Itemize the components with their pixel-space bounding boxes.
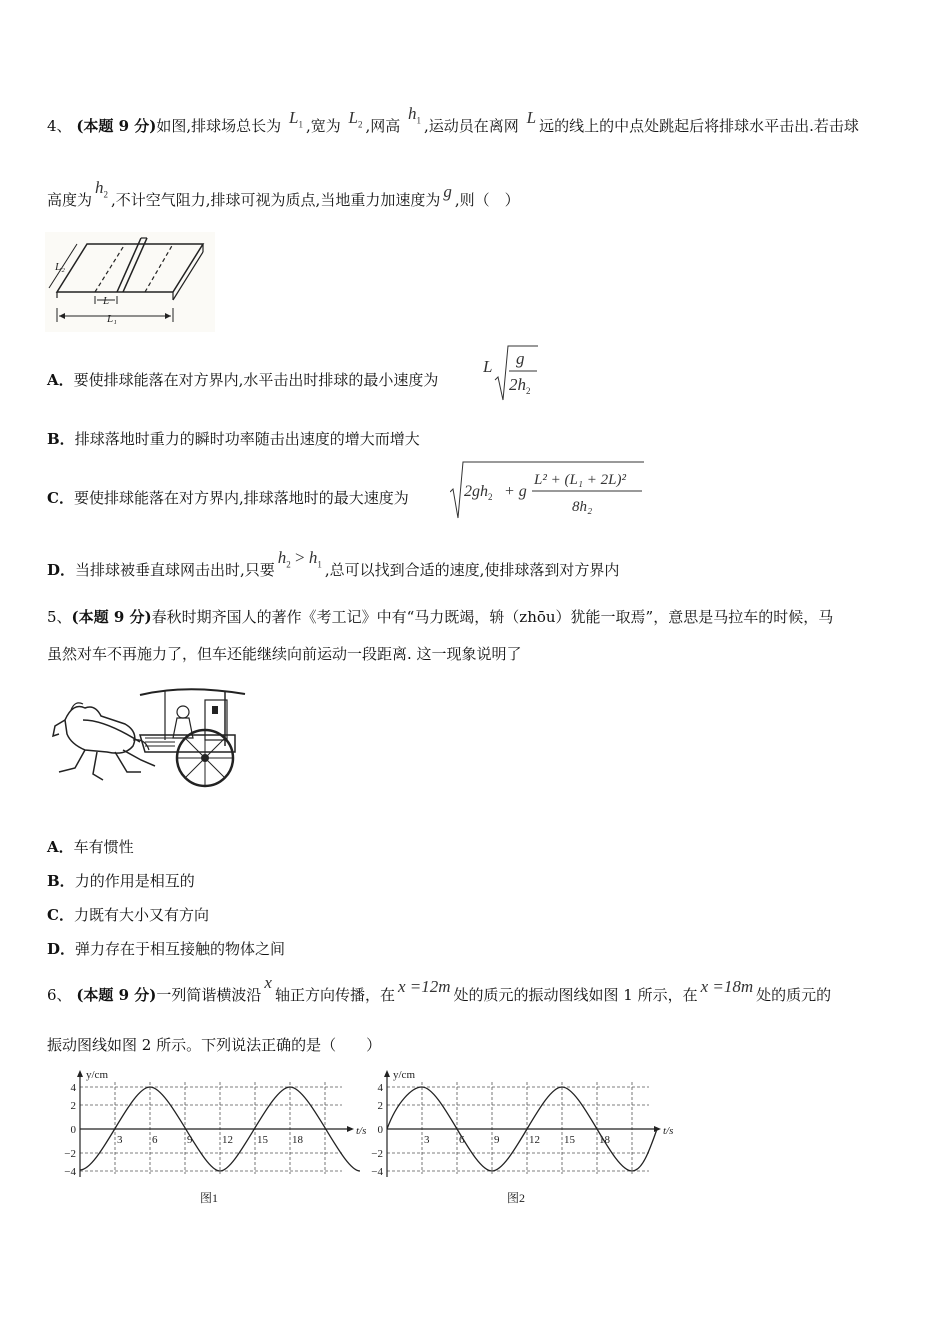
graph-2-xtick: 6 — [459, 1134, 465, 1146]
graph-1-xlabel: t/s — [356, 1125, 367, 1137]
graph-1-ylabel: y/cm — [86, 1069, 108, 1081]
option-d-text: 当排球被垂直球网击出时,只要 — [75, 561, 275, 579]
formula-c-plus-g: + g — [504, 483, 527, 500]
graph-2-xtick: 12 — [529, 1134, 540, 1146]
q6-text-4: 处的质元的 — [756, 986, 832, 1004]
q4-text-5: 远的线上的中点处跳起后将排球水平击出.若击球 — [539, 117, 859, 135]
var-L2: $L_2$ — [348, 108, 363, 130]
graph-1-xtick: 6 — [152, 1134, 158, 1146]
graph-1-ytick: −2 — [64, 1148, 76, 1160]
option-d-label: D． — [47, 561, 76, 579]
graph-1-ytick: 2 — [70, 1100, 76, 1112]
graph-2-xtick: 18 — [599, 1134, 610, 1146]
q4-score: (本题 9 分) — [76, 117, 157, 135]
q4-number: 4、 — [47, 117, 72, 135]
q5-line-1 — [47, 607, 833, 627]
q5-option-a: A．车有惯性 — [47, 838, 134, 856]
graph-2-caption: 图2 — [507, 1191, 526, 1205]
q5-line-2 — [47, 644, 522, 664]
q6-text-2: 轴正方向传播，在 — [274, 986, 395, 1004]
var-h2: $h_2$ — [95, 178, 109, 200]
option-c-text: 要使排球能落在对方界内,排球落地时的最大速度为 — [73, 489, 409, 507]
q4-text-7: ,不计空气阻力,排球可视为质点,当地重力加速度为 — [111, 191, 441, 209]
option-b-text: 排球落地时重力的瞬时功率随击出速度的增大而增大 — [74, 430, 420, 448]
label-L1: L₁ — [107, 313, 117, 325]
graph-1-caption: 图1 — [200, 1191, 219, 1205]
formula-d: $h_2 > h_1$ — [277, 548, 322, 570]
option-a-label: A． — [47, 371, 74, 389]
graph-1-ytick: 0 — [70, 1124, 76, 1136]
formula-a-num: g — [516, 349, 525, 368]
q5-text-2: 虽然对车不再施力了，但车还能继续向前运动一段距离. 这一现象说明了 — [47, 645, 522, 663]
graph-2-xtick: 3 — [424, 1134, 430, 1146]
graph-1-ytick: 4 — [70, 1082, 76, 1094]
q4-text-6: 高度为 — [47, 191, 93, 209]
graph-2-ytick: 4 — [377, 1082, 383, 1094]
formula-c-den: 8h₂ — [572, 499, 593, 515]
q4-option-c — [47, 488, 409, 508]
var-h1: $h_1$ — [408, 104, 422, 126]
option-d-text-2: ,总可以找到合适的速度,使排球落到对方界内 — [324, 561, 620, 579]
graph-1-xtick: 3 — [117, 1134, 123, 1146]
pos-12m: x =12m — [397, 977, 451, 996]
graph-2-ytick: 2 — [377, 1100, 383, 1112]
vibration-graph-1 — [60, 1062, 370, 1207]
graph-1-ytick: −4 — [64, 1166, 76, 1178]
graph-2-ylabel: y/cm — [393, 1069, 415, 1081]
var-g: g — [443, 182, 452, 201]
formula-c-lead: 2gh — [464, 483, 488, 500]
q4-text-4: ,运动员在离网 — [424, 117, 519, 135]
svg-text:2gh2: $2gh_2$ — [464, 483, 493, 502]
graph-2-ytick: −4 — [371, 1166, 383, 1178]
var-x: x — [264, 973, 272, 992]
q5-option-b: B．力的作用是相互的 — [47, 872, 195, 890]
formula-c — [450, 458, 650, 520]
q5-option-c: C．力既有大小又有方向 — [47, 906, 209, 924]
q6-line-2 — [47, 1035, 381, 1055]
pos-18m: x =18m — [700, 977, 754, 996]
q6-text-5: 振动图线如图 2 所示。下列说法正确的是（ ） — [47, 1036, 382, 1054]
q6-score: (本题 9 分) — [76, 986, 157, 1004]
q4-text-3: ,网高 — [365, 117, 401, 135]
q6-text-3: 处的质元的振动图线如图 1 所示，在 — [453, 986, 698, 1004]
vibration-graph-2 — [367, 1062, 677, 1207]
formula-a-L: L — [483, 357, 493, 376]
option-b-label: B． — [47, 430, 75, 448]
var-L1: $L_1$ — [288, 108, 303, 130]
q4-line-2 — [47, 178, 520, 216]
graph-2-grid — [387, 1082, 649, 1174]
volleyball-court-figure — [45, 232, 215, 332]
q4-option-a — [47, 370, 438, 390]
q6-number: 6、 — [47, 986, 72, 1004]
formula-c-num: L² + (L₁ + 2L)² — [534, 472, 626, 488]
q5-text-1: 春秋时期齐国人的著作《考工记》中有“马力既竭，辀（zhōu）犹能一取焉”，意思是马拉车的时候，马 — [151, 608, 834, 626]
horse-chariot-illustration — [45, 680, 255, 800]
graph-2-xtick: 15 — [564, 1134, 575, 1146]
label-L: L — [103, 295, 110, 307]
option-a-text: 要使排球能落在对方界内,水平击出时排球的最小速度为 — [73, 371, 439, 389]
graph-2-ytick: 0 — [377, 1124, 383, 1136]
label-L2: L₂ — [55, 261, 65, 273]
graph-2-xtick: 9 — [494, 1134, 500, 1146]
q6-text-1: 一列简谐横波沿 — [156, 986, 262, 1004]
formula-a-den: 2h — [509, 375, 526, 394]
graph-2-ytick: −2 — [371, 1148, 383, 1160]
option-c-label: C． — [47, 489, 74, 507]
q4-text-2: ,宽为 — [305, 117, 341, 135]
graph-2-xlabel: t/s — [663, 1125, 674, 1137]
formula-a — [483, 344, 543, 402]
q5-option-d: D．弹力存在于相互接触的物体之间 — [47, 940, 286, 958]
graph-1-xtick: 15 — [257, 1134, 268, 1146]
q4-text-1: 如图,排球场总长为 — [156, 117, 282, 135]
graph-1-xtick: 12 — [222, 1134, 233, 1146]
graph-1-xtick: 18 — [292, 1134, 303, 1146]
q6-line-1 — [47, 973, 832, 1005]
q5-number: 5、 — [47, 608, 72, 626]
svg-text:2h2: $2h_2$ — [509, 375, 531, 396]
q4-line-1 — [47, 104, 859, 142]
q5-score: (本题 9 分) — [71, 608, 152, 626]
var-L: L — [526, 108, 537, 127]
graph-1-xtick: 9 — [187, 1134, 193, 1146]
q4-option-d — [47, 548, 620, 586]
q4-text-8: ,则（ ） — [454, 191, 520, 209]
q4-option-b — [47, 429, 420, 449]
